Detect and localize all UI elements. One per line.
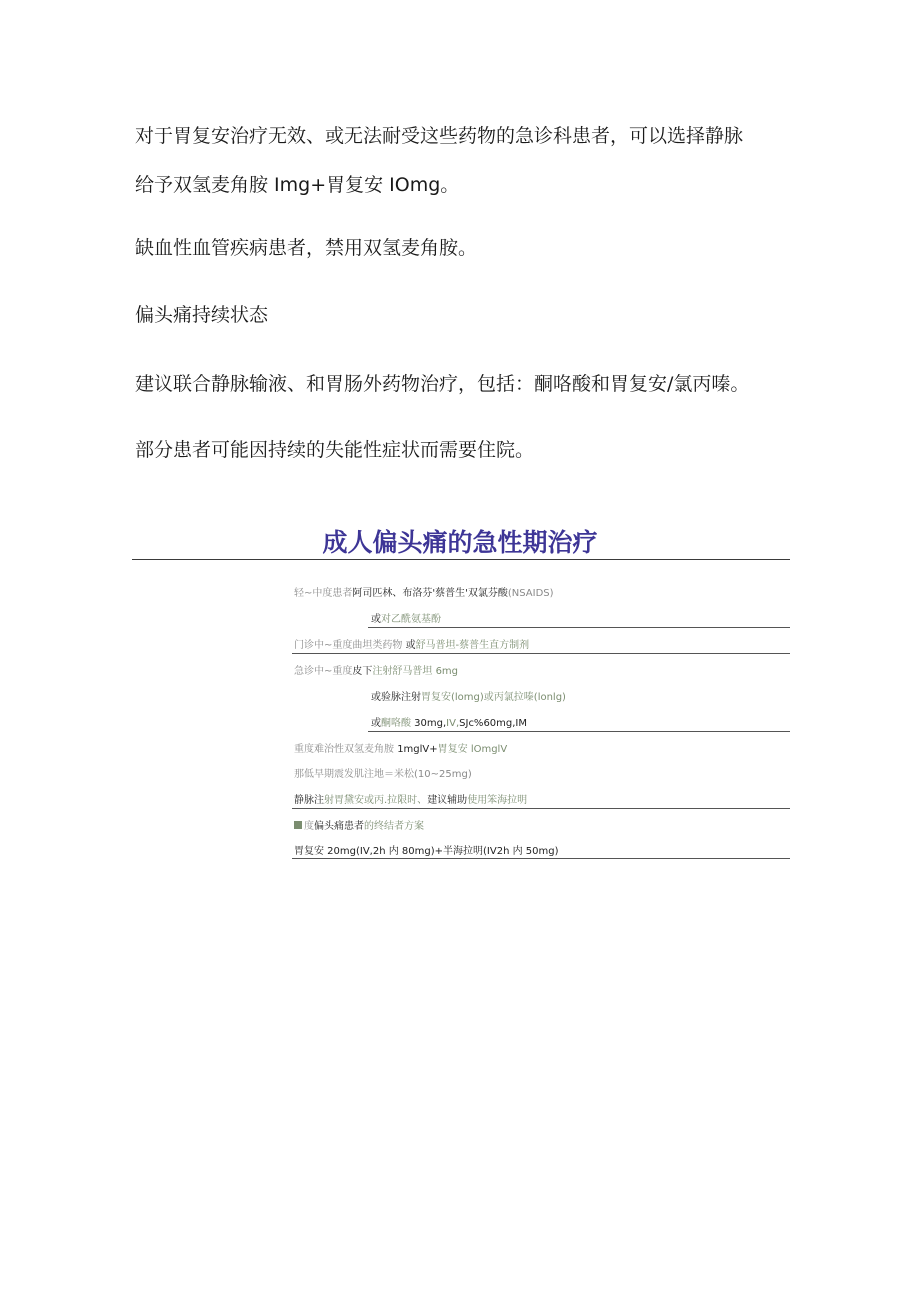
row-text: 度 — [304, 821, 314, 832]
row-divider — [292, 808, 790, 809]
row-text: 皮下 — [352, 666, 373, 677]
row-divider — [368, 627, 790, 628]
row-text: 的终结者方案 — [364, 821, 424, 832]
square-bullet-icon — [294, 821, 302, 829]
paragraph-4: 建议联合静脉输液、和胃肠外药物治疗，包括：酮咯酸和胃复安/氯丙嗪。 — [135, 373, 750, 395]
row-text: 30mg, — [411, 718, 447, 729]
row-text: 酮咯酸 — [381, 718, 411, 729]
row-text: 胃复安 20mg(IV,2h 内 80mg)+半海拉明(IV2h 内 50mg) — [294, 846, 559, 857]
row-text: IV, — [446, 718, 460, 729]
table-row — [294, 587, 554, 601]
table-row — [371, 717, 527, 731]
table-row — [371, 691, 566, 705]
row-label: 门诊中~重度曲坦类药物 — [294, 640, 406, 651]
row-text: 阿司匹林、布洛芬'蔡普生'双氯芬酸 — [352, 588, 508, 599]
paragraph-1: 对于胃复安治疗无效、或无法耐受这些药物的急诊科患者，可以选择静脉 — [135, 125, 744, 147]
row-text: 胃复安 lOmglV — [437, 744, 508, 755]
row-label: 那低早期震发肌注地＝米松(10~25mg) — [294, 769, 472, 780]
row-text: 建议辅助 — [427, 795, 468, 806]
row-label: 轻~中度患者 — [294, 588, 353, 599]
row-text: 静脉注 — [294, 795, 324, 806]
row-text: 对乙酰氨基酚 — [381, 614, 441, 625]
table-row — [294, 820, 424, 834]
row-text: 注射舒马普坦 6mg — [372, 666, 459, 677]
table-row — [294, 639, 529, 653]
row-text: 或验脉注射 — [371, 692, 421, 703]
table-row — [294, 794, 527, 808]
row-divider — [368, 731, 790, 732]
section-heading: 偏头痛持续状态 — [135, 304, 269, 326]
table-row — [294, 665, 458, 679]
row-text: 偏头痛患者 — [314, 821, 364, 832]
table-row — [371, 613, 441, 627]
row-text: 1mglV+ — [397, 744, 438, 755]
row-text: 射胃黛安或丙.拉限时、 — [324, 795, 428, 806]
row-label: 急诊中~重度 — [294, 666, 353, 677]
paragraph-2: 给予双氢麦角胺 Img+胃复安 IOmg。 — [135, 174, 460, 196]
row-text: 胃复安(lomg)或丙氯拉嗪(lonlg) — [421, 692, 566, 703]
table-row — [294, 845, 558, 859]
title-divider — [132, 559, 790, 560]
paragraph-5: 部分患者可能因持续的失能性症状而需要住院。 — [135, 439, 535, 461]
row-text: SJc%60mg,IM — [459, 718, 528, 729]
row-divider — [292, 653, 790, 654]
row-text: 舒马普坦-蔡普生直方制剂 — [415, 640, 530, 651]
row-text: 或 — [371, 718, 381, 729]
row-label: 重度难治性双氢麦角胺 — [294, 744, 398, 755]
row-text: 或 — [405, 640, 416, 651]
table-row — [294, 768, 472, 782]
row-text: 或 — [371, 614, 381, 625]
row-divider — [292, 858, 790, 859]
table-title: 成人偏头痛的急性期治疗 — [322, 528, 598, 557]
row-text: 使用笨海拉明 — [467, 795, 528, 806]
row-text: (NSAIDS) — [507, 588, 554, 599]
table-row — [294, 743, 507, 757]
paragraph-3: 缺血性血管疾病患者，禁用双氢麦角胺。 — [135, 237, 478, 259]
